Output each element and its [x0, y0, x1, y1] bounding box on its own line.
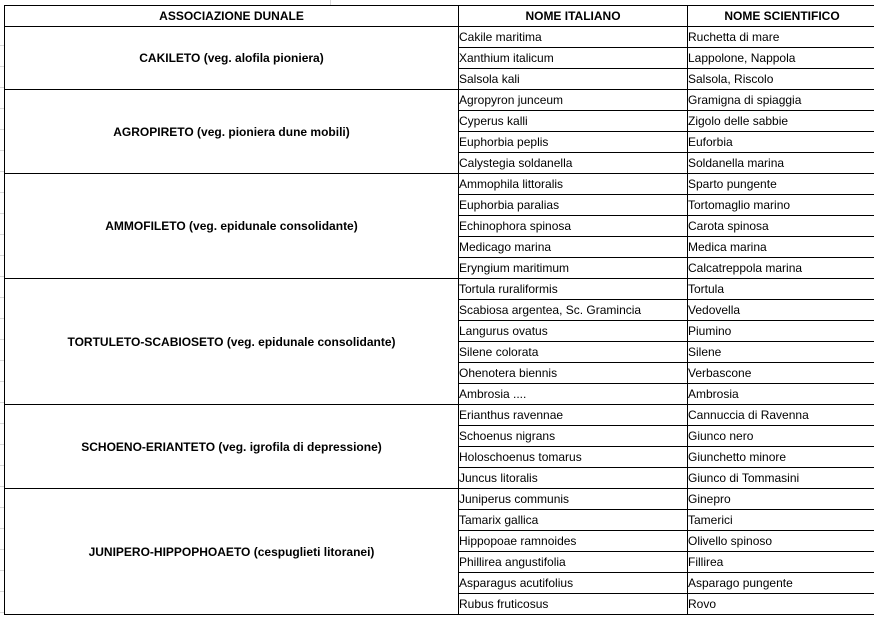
- cell-nome-scientifico[interactable]: Lappolone, Nappola: [688, 48, 874, 69]
- table-row: [5, 279, 874, 300]
- association-cell[interactable]: AMMOFILETO (veg. epidunale consolidante): [5, 174, 459, 279]
- cell-nome-scientifico[interactable]: Fillirea: [688, 552, 874, 573]
- grid-line: [0, 507, 4, 508]
- grid-line: [0, 234, 4, 235]
- grid-line: [0, 87, 4, 88]
- cell-nome-italiano[interactable]: Asparagus acutifolius: [459, 573, 688, 594]
- grid-line: [0, 150, 4, 151]
- grid-line: [0, 192, 4, 193]
- cell-nome-italiano[interactable]: Langurus ovatus: [459, 321, 688, 342]
- cell-nome-italiano[interactable]: Silene colorata: [459, 342, 688, 363]
- cell-nome-scientifico[interactable]: Verbascone: [688, 363, 874, 384]
- grid-line: [0, 444, 4, 445]
- grid-line: [0, 612, 4, 613]
- cell-nome-scientifico[interactable]: Tortula: [688, 279, 874, 300]
- association-cell[interactable]: JUNIPERO-HIPPOPHOAETO (cespuglieti litoranei): [5, 489, 459, 615]
- grid-line: [0, 171, 4, 172]
- cell-nome-scientifico[interactable]: Silene: [688, 342, 874, 363]
- cell-nome-italiano[interactable]: Salsola kali: [459, 69, 688, 90]
- table-row: [5, 27, 874, 48]
- cell-nome-italiano[interactable]: Eryngium maritimum: [459, 258, 688, 279]
- cell-nome-italiano[interactable]: Calystegia soldanella: [459, 153, 688, 174]
- grid-line: [0, 570, 4, 571]
- header-nome-italiano[interactable]: NOME ITALIANO: [459, 6, 688, 27]
- association-cell[interactable]: SCHOENO-ERIANTETO (veg. igrofila di depressione): [5, 405, 459, 489]
- cell-nome-italiano[interactable]: Phillirea angustifolia: [459, 552, 688, 573]
- association-cell[interactable]: CAKILETO (veg. alofila pioniera): [5, 27, 459, 90]
- cell-nome-scientifico[interactable]: Asparago pungente: [688, 573, 874, 594]
- table-row: [5, 90, 874, 111]
- cell-nome-italiano[interactable]: Hippopoae ramnoides: [459, 531, 688, 552]
- cell-nome-italiano[interactable]: Echinophora spinosa: [459, 216, 688, 237]
- cell-nome-italiano[interactable]: Tortula ruraliformis: [459, 279, 688, 300]
- species-table: [4, 5, 874, 615]
- cell-nome-scientifico[interactable]: Cannuccia di Ravenna: [688, 405, 874, 426]
- grid-line: [0, 339, 4, 340]
- cell-nome-scientifico[interactable]: Medica marina: [688, 237, 874, 258]
- cell-nome-scientifico[interactable]: Tortomaglio marino: [688, 195, 874, 216]
- cell-nome-scientifico[interactable]: Gramigna di spiaggia: [688, 90, 874, 111]
- cell-nome-scientifico[interactable]: Tamerici: [688, 510, 874, 531]
- grid-line: [0, 108, 4, 109]
- cell-nome-scientifico[interactable]: Calcatreppola marina: [688, 258, 874, 279]
- cell-nome-italiano[interactable]: Ammophila littoralis: [459, 174, 688, 195]
- grid-line: [0, 528, 4, 529]
- cell-nome-italiano[interactable]: Ambrosia ....: [459, 384, 688, 405]
- header-row: [5, 6, 874, 27]
- grid-line: [0, 66, 4, 67]
- grid-line: [0, 465, 4, 466]
- cell-nome-italiano[interactable]: Holoschoenus tomarus: [459, 447, 688, 468]
- cell-nome-scientifico[interactable]: Salsola, Riscolo: [688, 69, 874, 90]
- grid-line: [0, 360, 4, 361]
- cell-nome-italiano[interactable]: Rubus fruticosus: [459, 594, 688, 615]
- grid-line: [0, 276, 4, 277]
- grid-line: [0, 402, 4, 403]
- cell-nome-italiano[interactable]: Euphorbia peplis: [459, 132, 688, 153]
- grid-line: [0, 423, 4, 424]
- cell-nome-scientifico[interactable]: Ginepro: [688, 489, 874, 510]
- cell-nome-italiano[interactable]: Erianthus ravennae: [459, 405, 688, 426]
- cell-nome-scientifico[interactable]: Vedovella: [688, 300, 874, 321]
- cell-nome-italiano[interactable]: Scabiosa argentea, Sc. Gramincia: [459, 300, 688, 321]
- cell-nome-scientifico[interactable]: Olivello spinoso: [688, 531, 874, 552]
- cell-nome-scientifico[interactable]: Carota spinosa: [688, 216, 874, 237]
- grid-line: [0, 486, 4, 487]
- table-row: [5, 489, 874, 510]
- cell-nome-scientifico[interactable]: Giunco nero: [688, 426, 874, 447]
- association-cell[interactable]: AGROPIRETO (veg. pioniera dune mobili): [5, 90, 459, 174]
- grid-line: [0, 45, 4, 46]
- header-nome-scientifico[interactable]: NOME SCIENTIFICO: [688, 6, 874, 27]
- cell-nome-italiano[interactable]: Xanthium italicum: [459, 48, 688, 69]
- grid-line: [0, 255, 4, 256]
- cell-nome-scientifico[interactable]: Soldanella marina: [688, 153, 874, 174]
- cell-nome-scientifico[interactable]: Giunchetto minore: [688, 447, 874, 468]
- cell-nome-scientifico[interactable]: Zigolo delle sabbie: [688, 111, 874, 132]
- grid-line: [0, 213, 4, 214]
- grid-line: [0, 129, 4, 130]
- cell-nome-italiano[interactable]: Cyperus kalli: [459, 111, 688, 132]
- association-cell[interactable]: TORTULETO-SCABIOSETO (veg. epidunale consolidante): [5, 279, 459, 405]
- grid-line: [0, 591, 4, 592]
- cell-nome-scientifico[interactable]: Giunco di Tommasini: [688, 468, 874, 489]
- header-associazione[interactable]: ASSOCIAZIONE DUNALE: [5, 6, 459, 27]
- cell-nome-scientifico[interactable]: Rovo: [688, 594, 874, 615]
- cell-nome-italiano[interactable]: Euphorbia paralias: [459, 195, 688, 216]
- cell-nome-italiano[interactable]: Medicago marina: [459, 237, 688, 258]
- cell-nome-scientifico[interactable]: Sparto pungente: [688, 174, 874, 195]
- cell-nome-scientifico[interactable]: Piumino: [688, 321, 874, 342]
- cell-nome-italiano[interactable]: Schoenus nigrans: [459, 426, 688, 447]
- table-row: [5, 405, 874, 426]
- cell-nome-italiano[interactable]: Juncus litoralis: [459, 468, 688, 489]
- cell-nome-italiano[interactable]: Tamarix gallica: [459, 510, 688, 531]
- cell-nome-italiano[interactable]: Agropyron junceum: [459, 90, 688, 111]
- cell-nome-scientifico[interactable]: Ruchetta di mare: [688, 27, 874, 48]
- cell-nome-italiano[interactable]: Juniperus communis: [459, 489, 688, 510]
- grid-line: [0, 318, 4, 319]
- cell-nome-scientifico[interactable]: Euforbia: [688, 132, 874, 153]
- cell-nome-scientifico[interactable]: Ambrosia: [688, 384, 874, 405]
- table-row: [5, 174, 874, 195]
- grid-line: [0, 297, 4, 298]
- grid-line: [0, 381, 4, 382]
- cell-nome-italiano[interactable]: Ohenotera biennis: [459, 363, 688, 384]
- cell-nome-italiano[interactable]: Cakile maritima: [459, 27, 688, 48]
- grid-line: [0, 549, 4, 550]
